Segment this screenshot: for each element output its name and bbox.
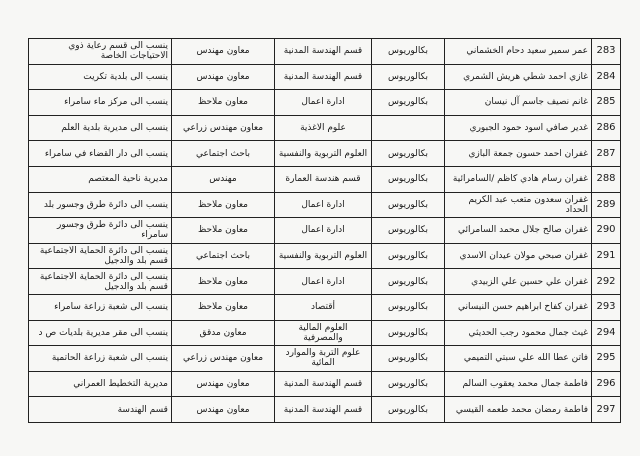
job-title-cell: باحث اجتماعي bbox=[172, 141, 275, 167]
degree-cell: بكالوريوس bbox=[372, 90, 445, 116]
table-body bbox=[29, 39, 621, 423]
job-title-cell: معاون مدقق bbox=[172, 320, 275, 346]
row-number-cell: 294 bbox=[592, 320, 621, 346]
name-cell: فاتن عطا الله علي سبتي التميمي bbox=[445, 346, 592, 372]
degree-cell: بكالوريوس bbox=[372, 192, 445, 218]
job-title-cell: معاون مهندس زراعي bbox=[172, 346, 275, 372]
table-row bbox=[29, 243, 621, 269]
employee-table bbox=[28, 38, 621, 423]
table-row bbox=[29, 218, 621, 244]
row-number-cell: 290 bbox=[592, 218, 621, 244]
job-title-cell: معاون ملاحظ bbox=[172, 269, 275, 295]
department-cell: قسم الهندسة المدنية bbox=[275, 397, 372, 423]
department-cell: ادارة اعمال bbox=[275, 269, 372, 295]
job-title-cell: معاون مهندس bbox=[172, 64, 275, 90]
row-number-cell: 284 bbox=[592, 64, 621, 90]
assignment-cell: ينسب الى قسم رعاية ذوي الاحتياجات الخاصة bbox=[29, 39, 172, 65]
table-row bbox=[29, 397, 621, 423]
table-row bbox=[29, 192, 621, 218]
department-cell: العلوم التربوية والنفسية bbox=[275, 243, 372, 269]
assignment-cell: ينسب الى مركز ماء سامراء bbox=[29, 90, 172, 116]
row-number-cell: 291 bbox=[592, 243, 621, 269]
degree-cell: بكالوريوس bbox=[372, 166, 445, 192]
job-title-cell: معاون مهندس bbox=[172, 371, 275, 397]
name-cell: غازي احمد شطي هريش الشمري bbox=[445, 64, 592, 90]
job-title-cell: معاون ملاحظ bbox=[172, 90, 275, 116]
department-cell: قسم الهندسة المدنية bbox=[275, 64, 372, 90]
row-number-cell: 283 bbox=[592, 39, 621, 65]
department-cell: قسم الهندسة المدنية bbox=[275, 39, 372, 65]
assignment-cell: مديرية التخطيط العمراني bbox=[29, 371, 172, 397]
job-title-cell: معاون مهندس bbox=[172, 397, 275, 423]
table-row bbox=[29, 141, 621, 167]
job-title-cell: معاون مهندس زراعي bbox=[172, 115, 275, 141]
name-cell: غفران سعدون متعب عبد الكريم الحداد bbox=[445, 192, 592, 218]
name-cell: غيث جمال محمود رجب الحديثي bbox=[445, 320, 592, 346]
department-cell: العلوم المالية والمصرفية bbox=[275, 320, 372, 346]
degree-cell: بكالوريوس bbox=[372, 346, 445, 372]
degree-cell: بكالوريوس bbox=[372, 39, 445, 65]
name-cell: غفران صبحي مولان عيدان الاسدي bbox=[445, 243, 592, 269]
row-number-cell: 286 bbox=[592, 115, 621, 141]
degree-cell: بكالوريوس bbox=[372, 218, 445, 244]
assignment-cell: مديرية ناحية المعتصم bbox=[29, 166, 172, 192]
assignment-cell: ينسب الى دائرة الحماية الاجتماعية قسم بلد والدجيل bbox=[29, 269, 172, 295]
assignment-cell: ينسب الى دائرة الحماية الاجتماعية قسم بلد والدجيل bbox=[29, 243, 172, 269]
table-row bbox=[29, 64, 621, 90]
department-cell: قسم هندسة العمارة bbox=[275, 166, 372, 192]
row-number-cell: 288 bbox=[592, 166, 621, 192]
degree-cell: بكالوريوس bbox=[372, 141, 445, 167]
assignment-cell: ينسب الى بلدية تكريت bbox=[29, 64, 172, 90]
degree-cell: بكالوريوس bbox=[372, 371, 445, 397]
degree-cell bbox=[372, 115, 445, 141]
row-number-cell: 293 bbox=[592, 294, 621, 320]
name-cell: غفران رسام هادي كاظم /السامرائية bbox=[445, 166, 592, 192]
table-row bbox=[29, 90, 621, 116]
name-cell: عمر سمير سعيد دحام الخشماني bbox=[445, 39, 592, 65]
name-cell: غانم نصيف جاسم آل نيسان bbox=[445, 90, 592, 116]
row-number-cell: 295 bbox=[592, 346, 621, 372]
table-row bbox=[29, 39, 621, 65]
degree-cell: بكالوريوس bbox=[372, 269, 445, 295]
assignment-cell: ينسب الى مقر مديرية بلديات ص د bbox=[29, 320, 172, 346]
department-cell: علوم التربة والموارد المائية bbox=[275, 346, 372, 372]
job-title-cell: معاون مهندس bbox=[172, 39, 275, 65]
name-cell: غدير صافي اسود حمود الجبوري bbox=[445, 115, 592, 141]
row-number-cell: 287 bbox=[592, 141, 621, 167]
degree-cell: بكالوريوس bbox=[372, 397, 445, 423]
assignment-cell: ينسب الى دائرة طرق وجسور بلد bbox=[29, 192, 172, 218]
assignment-cell: ينسب الى مديرية بلدية العلم bbox=[29, 115, 172, 141]
row-number-cell: 285 bbox=[592, 90, 621, 116]
table-row bbox=[29, 115, 621, 141]
assignment-cell: ينسب الى دائرة طرق وجسور سامراء bbox=[29, 218, 172, 244]
degree-cell: بكالوريوس bbox=[372, 320, 445, 346]
table-row bbox=[29, 166, 621, 192]
assignment-cell: ينسب الى شعبة زراعة الحاتمية bbox=[29, 346, 172, 372]
assignment-cell: ينسب الى دار القضاء في سامراء bbox=[29, 141, 172, 167]
department-cell: العلوم التربوية والنفسية bbox=[275, 141, 372, 167]
name-cell: غفران احمد حسون جمعة البازي bbox=[445, 141, 592, 167]
table-row bbox=[29, 371, 621, 397]
degree-cell: بكالوريوس bbox=[372, 243, 445, 269]
table-row bbox=[29, 320, 621, 346]
department-cell: ادارة اعمال bbox=[275, 192, 372, 218]
name-cell: غفران علي حسين علي الزبيدي bbox=[445, 269, 592, 295]
department-cell: قسم الهندسة المدنية bbox=[275, 371, 372, 397]
department-cell: علوم الاغذية bbox=[275, 115, 372, 141]
row-number-cell: 296 bbox=[592, 371, 621, 397]
assignment-cell: ينسب الى شعبة زراعة سامراء bbox=[29, 294, 172, 320]
name-cell: غفران كفاح ابراهيم حسن النيساني bbox=[445, 294, 592, 320]
job-title-cell: معاون ملاحظ bbox=[172, 218, 275, 244]
job-title-cell: معاون ملاحظ bbox=[172, 294, 275, 320]
job-title-cell: باحث اجتماعي bbox=[172, 243, 275, 269]
table-row bbox=[29, 269, 621, 295]
name-cell: فاطمة رمضان محمد طعمه القيسي bbox=[445, 397, 592, 423]
job-title-cell: معاون ملاحظ bbox=[172, 192, 275, 218]
row-number-cell: 292 bbox=[592, 269, 621, 295]
row-number-cell: 297 bbox=[592, 397, 621, 423]
degree-cell: بكالوريوس bbox=[372, 64, 445, 90]
assignment-cell: قسم الهندسة bbox=[29, 397, 172, 423]
row-number-cell: 289 bbox=[592, 192, 621, 218]
name-cell: فاطمة جمال محمد يعقوب السالم bbox=[445, 371, 592, 397]
degree-cell: بكالوريوس bbox=[372, 294, 445, 320]
department-cell: أقتصاد bbox=[275, 294, 372, 320]
department-cell: ادارة اعمال bbox=[275, 90, 372, 116]
table-row bbox=[29, 294, 621, 320]
name-cell: غفران صالح جلال محمد السامرائي bbox=[445, 218, 592, 244]
department-cell: ادارة اعمال bbox=[275, 218, 372, 244]
table-row bbox=[29, 346, 621, 372]
job-title-cell: مهندس bbox=[172, 166, 275, 192]
